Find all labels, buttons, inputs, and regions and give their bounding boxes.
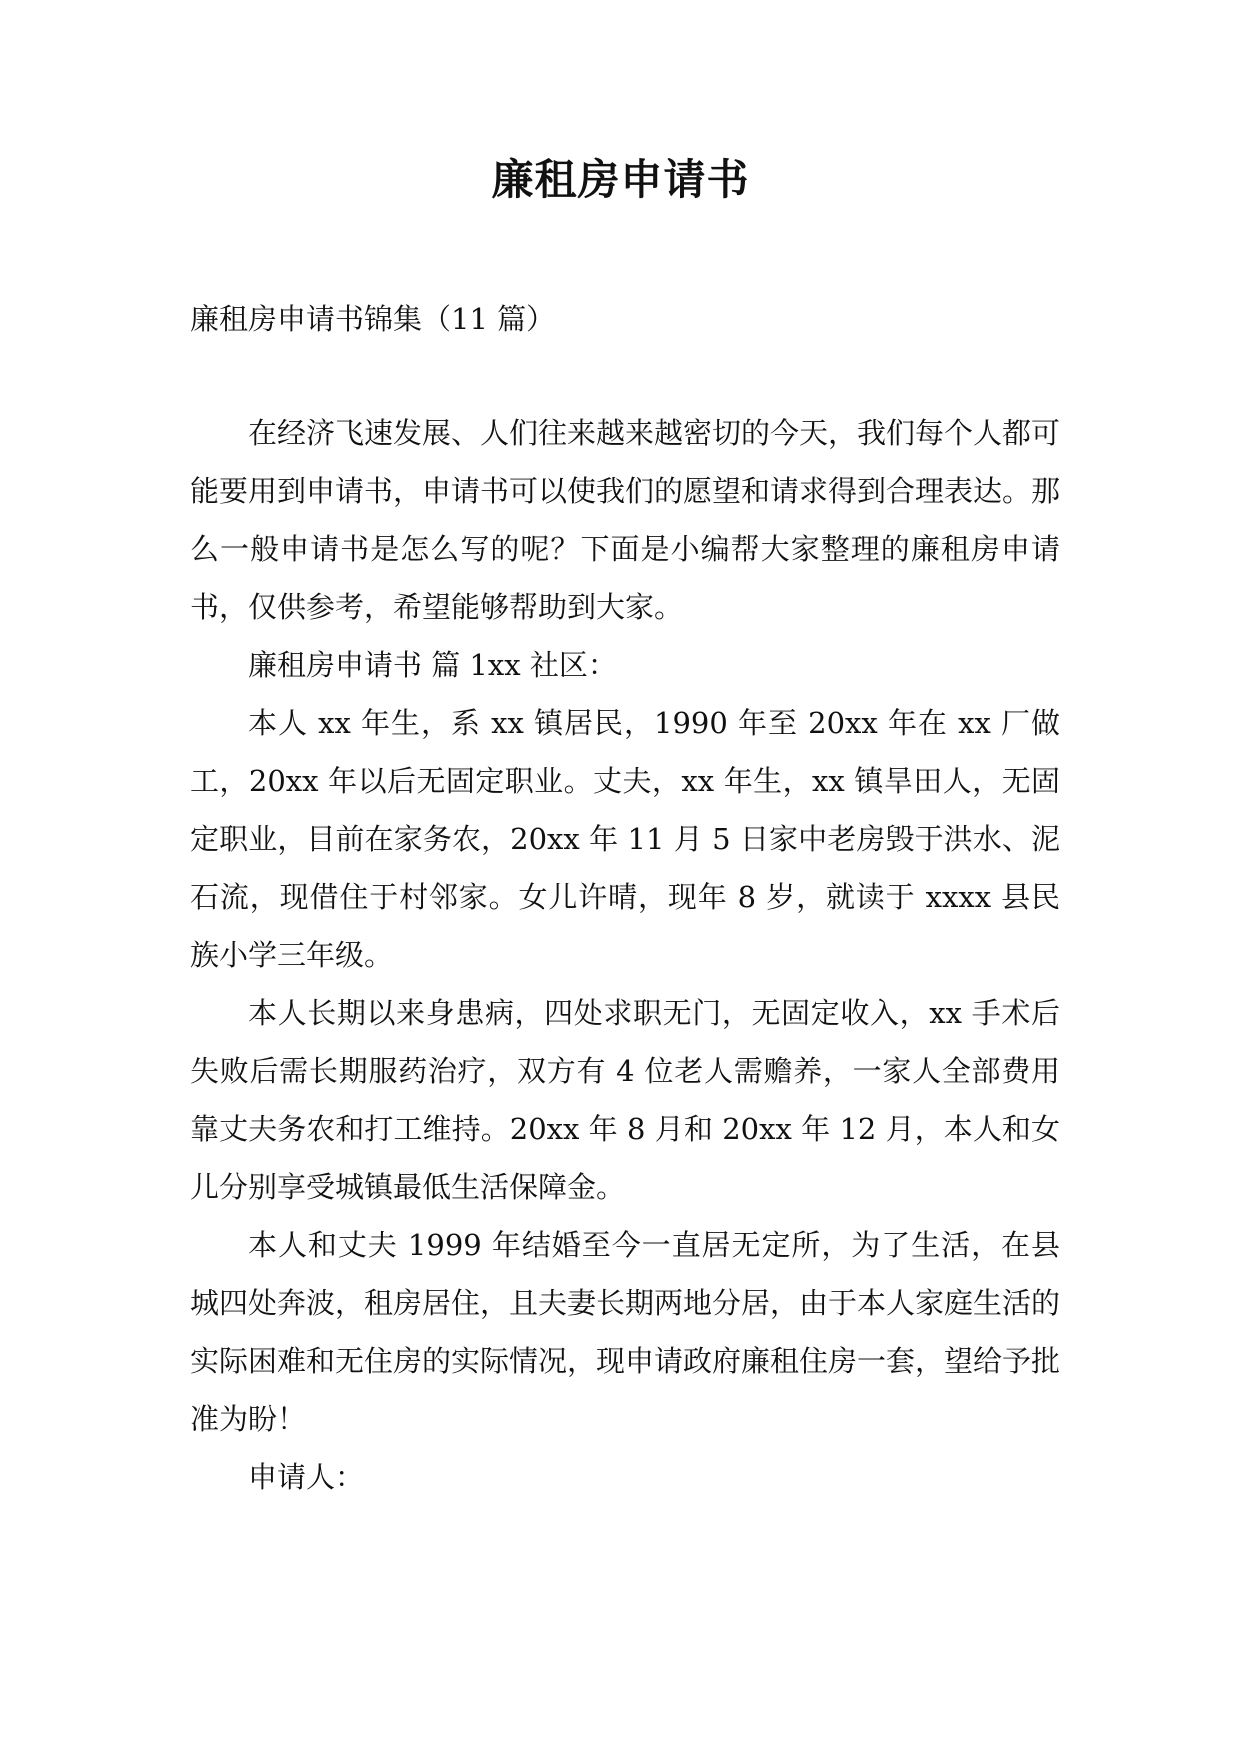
paragraph-request: 本人和丈夫 1999 年结婚至今一直居无定所，为了生活，在县城四处奔波，租房居住，且夫妻长期两地分居，由于本人家庭生活的实际困难和无住房的实际情况，现申请政府廉租住房一套，望给予批准为盼！ (190, 1228, 1061, 1436)
paragraph-hardship: 本人长期以来身患病，四处求职无门，无固定收入，xx 手术后失败后需长期服药治疗，双方有 4 位老人需赡养，一家人全部费用靠丈夫务农和打工维持。20xx 年 8 月和 20xx 年 12 月，本人和女儿分别享受城镇最低生活保障金。 (190, 996, 1060, 1204)
paragraph-signature: 申请人： (248, 1460, 365, 1494)
document-title: 廉租房申请书 (491, 155, 750, 204)
paragraph-heading: 廉租房申请书 篇 1xx 社区： (248, 648, 617, 682)
paragraph-intro: 在经济飞速发展、人们往来越来越密切的今天，我们每个人都可能要用到申请书，申请书可以使我们的愿望和请求得到合理表达。那么一般申请书是怎么写的呢？下面是小编帮大家整理的廉租房申请书，仅供参考，希望能够帮助到大家。 (190, 416, 1061, 624)
document-subtitle: 廉租房申请书锦集（11 篇） (190, 302, 556, 336)
document-body (190, 404, 1060, 1506)
paragraph-background: 本人 xx 年生，系 xx 镇居民，1990 年至 20xx 年在 xx 厂做工，20xx 年以后无固定职业。丈夫，xx 年生，xx 镇旱田人，无固定职业，目前在家务农，20xx 年 11 月 5 日家中老房毁于洪水、泥石流，现借住于村邻家。女儿许晴，现年 8 岁，就读于 xxxx 县民族小学三年级。 (190, 706, 1060, 972)
